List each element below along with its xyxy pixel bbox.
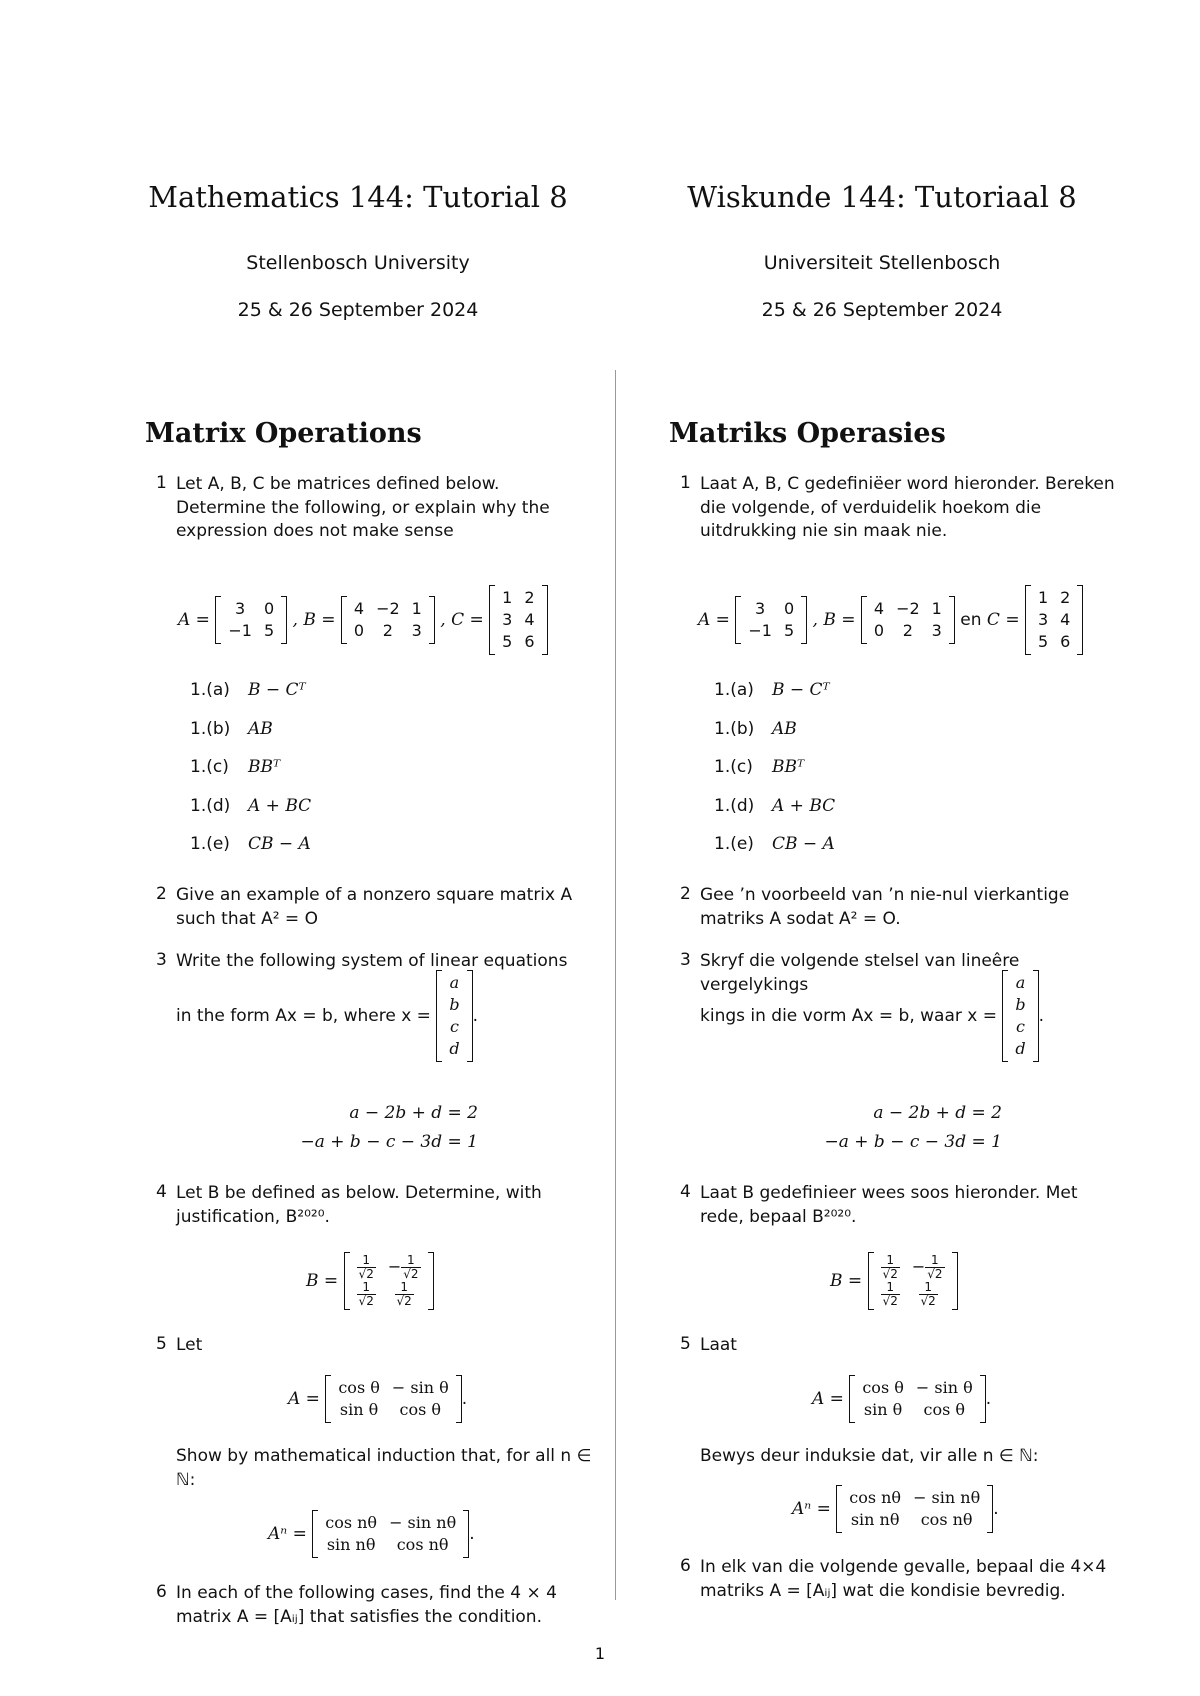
matrix-a-label: A = (178, 610, 210, 630)
university-name: Stellenbosch University (246, 252, 470, 274)
matrix-b-power: B = $\frac{1}{√2}$ − $\frac{1}{√2}$ $\frac{1}{√2}$ $\frac{1}{√2}$ (306, 1252, 434, 1310)
vector-form-text: in the form Ax = b, where x = (176, 1006, 431, 1026)
problem-number: 3 (156, 950, 167, 970)
problem-6-text: In elk van die volgende gevalle, bepaal die 4×4 matriks A = [Aᵢⱼ] wat die kondisie bevredig. (700, 1557, 1107, 1601)
matrix-definitions: A = 3 0 −1 5 , B = 4 −2 1 0 2 3 en C = 1 2 3 4 5 6 (698, 585, 1083, 655)
subitem: 1.(b) AB (714, 719, 797, 739)
rotation-matrix: A = cos θ − sin θ sin θ cos θ . (812, 1375, 991, 1423)
fraction-matrix: $\frac{1}{√2}$ − $\frac{1}{√2}$ $\frac{1}{√2}$ $\frac{1}{√2}$ (344, 1252, 434, 1310)
page-number: 1 (594, 1644, 606, 1663)
equation-2: −a + b − c − 3d = 1 (824, 1132, 1002, 1152)
university-name: Universiteit Stellenbosch (763, 252, 1001, 274)
equation-2: −a + b − c − 3d = 1 (300, 1132, 478, 1152)
problem-2-text: Give an example of a nonzero square matrix A such that A² = O (176, 885, 573, 929)
subitem: 1.(b) AB (190, 719, 273, 739)
matrix-b-power: B = $\frac{1}{√2}$ − $\frac{1}{√2}$ $\frac{1}{√2}$ $\frac{1}{√2}$ (830, 1252, 958, 1310)
page-title: Wiskunde 144: Tutoriaal 8 (687, 180, 1077, 214)
rotation-matrix-power: Aⁿ = cos nθ − sin nθ sin nθ cos nθ . (268, 1510, 475, 1558)
problem-number: 6 (680, 1556, 691, 1576)
problem-5-text: Laat (700, 1335, 737, 1355)
problem-6-text: In each of the following cases, find the 4 × 4 matrix A = [Aᵢⱼ] that satisfies the condition. (176, 1583, 557, 1627)
vector-form: kings in die vorm Ax = b, waar x = a b c d . (700, 970, 1044, 1062)
section-heading: Matriks Operasies (669, 418, 946, 449)
vector-x: a b c d (436, 970, 472, 1062)
subitem: 1.(a) B − Cᵀ (190, 680, 306, 700)
subitem: 1.(e) CB − A (714, 834, 835, 854)
problem-number: 1 (156, 473, 167, 493)
problem-4-text: Laat B gedefinieer wees soos hieronder. Met rede, bepaal B²⁰²⁰. (700, 1183, 1078, 1227)
problem-5-induction: Bewys deur induksie dat, vir alle n ∈ ℕ: (700, 1446, 1039, 1466)
problem-number: 4 (156, 1182, 167, 1202)
vector-form: in the form Ax = b, where x = a b c d . (176, 970, 478, 1062)
equation-1: a − 2b + d = 2 (349, 1103, 478, 1123)
problem-4-text: Let B be defined as below. Determine, with justification, B²⁰²⁰. (176, 1183, 542, 1227)
section-heading: Matrix Operations (145, 418, 422, 449)
subitem: 1.(d) A + BC (714, 796, 836, 816)
page-title: Mathematics 144: Tutorial 8 (148, 180, 568, 214)
rotation-matrix-power: Aⁿ = cos nθ − sin nθ sin nθ cos nθ . (792, 1485, 999, 1533)
problem-number: 6 (156, 1582, 167, 1602)
subitem: 1.(d) A + BC (190, 796, 312, 816)
subitem: 1.(c) BBᵀ (190, 757, 281, 777)
problem-1-text: Let A, B, C be matrices defined below. Determine the following, or explain why the expression does not make sense (176, 474, 550, 541)
problem-1-text: Laat A, B, C gedefiniëer word hieronder. Bereken die volgende, of verduidelik hoekom die uitdrukking nie sin maak nie. (700, 474, 1115, 541)
matrix-c-label: , C = (440, 610, 484, 630)
matrix-a: 3 0 −1 5 (215, 596, 287, 644)
problem-number: 5 (156, 1334, 167, 1354)
problem-number: 1 (680, 473, 691, 493)
subitem: 1.(c) BBᵀ (714, 757, 805, 777)
problem-number: 4 (680, 1182, 691, 1202)
column-divider (615, 370, 616, 1600)
problem-number: 2 (156, 884, 167, 904)
matrix-b: 4 −2 1 0 2 3 (341, 596, 435, 644)
subitem: 1.(e) CB − A (190, 834, 311, 854)
problem-number: 3 (680, 950, 691, 970)
problem-3-text: Skryf die volgende stelsel van lineêre vergelykings (700, 951, 1020, 995)
problem-number: 5 (680, 1334, 691, 1354)
tutorial-date: 25 & 26 September 2024 (761, 299, 1003, 321)
problem-2-text: Gee ’n voorbeeld van ’n nie-nul vierkantige matriks A sodat A² = O. (700, 885, 1070, 929)
matrix-b-label: , B = (292, 610, 336, 630)
problem-3-text: Write the following system of linear equations (176, 951, 568, 971)
subitem: 1.(a) B − Cᵀ (714, 680, 830, 700)
rotation-matrix: A = cos θ − sin θ sin θ cos θ . (288, 1375, 467, 1423)
problem-number: 2 (680, 884, 691, 904)
problem-5-text: Let (176, 1335, 203, 1355)
matrix-c: 1 2 3 4 5 6 (489, 585, 547, 655)
matrix-definitions (178, 585, 548, 655)
problem-5-induction: Show by mathematical induction that, for all n ∈ ℕ: (176, 1446, 592, 1490)
equation-1: a − 2b + d = 2 (873, 1103, 1002, 1123)
tutorial-date: 25 & 26 September 2024 (237, 299, 479, 321)
